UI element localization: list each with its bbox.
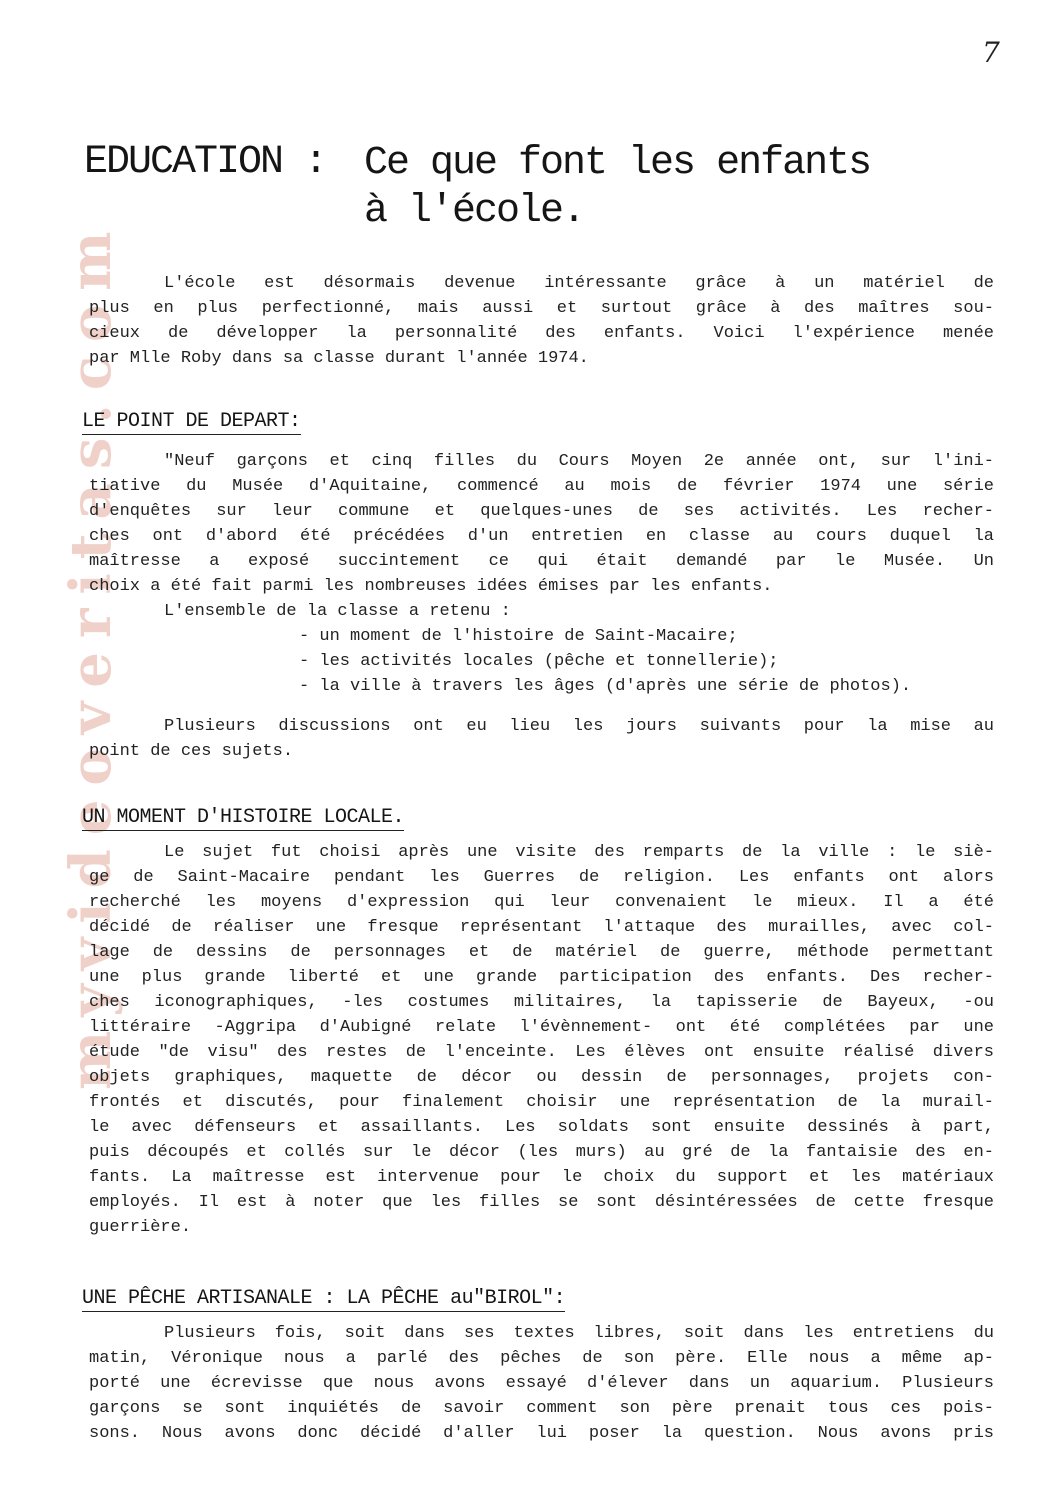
text-line: fants. La maîtresse est intervenue pour le choix du support et les matériaux (89, 1168, 994, 1187)
section2-paragraph (89, 840, 994, 1240)
text-line: sons. Nous avons donc décidé d'aller lui poser la question. Nous avons pris (89, 1424, 994, 1443)
text-line: littéraire -Aggripa d'Aubigné relate l'évènnement- ont été complétées par une (89, 1018, 994, 1037)
section-heading-point-de-depart: LE POINT DE DEPART: (82, 410, 301, 433)
text-line: L'ensemble de la classe a retenu : (164, 602, 511, 621)
text-line: lage de dessins de personnages et de matériel de guerre, méthode permettant (89, 943, 994, 962)
page-title: EDUCATION : (84, 140, 327, 185)
text-line: guerrière. (89, 1218, 192, 1237)
text-line: maîtresse a exposé succintement ce qui était demandé par le Musée. Un (89, 552, 994, 571)
text-line: tiative du Musée d'Aquitaine, commencé au mois de février 1974 une série (89, 477, 994, 496)
text-line: recherché les moyens d'expression qui leur convenaient le mieux. Il a été (89, 893, 994, 912)
text-line: puis découpés et collés sur le décor (les murs) au gré de la fantaisie des en- (89, 1143, 994, 1162)
section1-closing (89, 714, 994, 764)
text-line: plus en plus perfectionné, mais aussi et surtout grâce à des maîtres sou- (89, 299, 994, 318)
list-item: - la ville à travers les âges (d'après une série de photos). (299, 677, 912, 696)
text-line: ches ont d'abord été précédées d'un entretien en classe au cours duquel la (89, 527, 994, 546)
text-line: porté une écrevisse que nous avons essayé d'élever dans un aquarium. Plusieurs (89, 1374, 994, 1393)
text-line: Plusieurs fois, soit dans ses textes libres, soit dans les entretiens du (164, 1324, 994, 1343)
text-line: point de ces sujets. (89, 742, 294, 761)
page-subtitle (364, 140, 870, 236)
text-line: Le sujet fut choisi après une visite des remparts de la ville : le siè- (164, 843, 994, 862)
text-line: Plusieurs discussions ont eu lieu les jours suivants pour la mise au (164, 717, 994, 736)
site-watermark: myvideoveritas.com (58, 217, 124, 1090)
text-line: le avec défenseurs et assaillants. Les soldats sont ensuite dessinés à part, (89, 1118, 994, 1137)
subtitle-line: Ce que font les enfants (364, 141, 871, 186)
page-number: 7 (982, 36, 1000, 69)
subtitle-line: à l'école. (364, 189, 585, 234)
section1-paragraph (89, 449, 994, 699)
text-line: objets graphiques, maquette de décor ou dessin de personnages, projets con- (89, 1068, 994, 1087)
list-item: - un moment de l'histoire de Saint-Macaire; (299, 627, 738, 646)
text-line: ge de Saint-Macaire pendant les Guerres de religion. Les enfants ont alors (89, 868, 994, 887)
list-item: - les activités locales (pêche et tonnellerie); (299, 652, 779, 671)
text-line: "Neuf garçons et cinq filles du Cours Moyen 2e année ont, sur l'ini- (164, 452, 994, 471)
text-line: ches iconographiques, -les costumes militaires, la tapisserie de Bayeux, -ou (89, 993, 994, 1012)
text-line: L'école est désormais devenue intéressante grâce à un matériel de (164, 274, 994, 293)
text-line: étude "de visu" des restes de l'enceinte. Les élèves ont ensuite réalisé divers (89, 1043, 994, 1062)
text-line: garçons se sont inquiétés de savoir comment son père prenait tous ces pois- (89, 1399, 994, 1418)
text-line: cieux de développer la personnalité des enfants. Voici l'expérience menée (89, 324, 994, 343)
section-heading-histoire-locale: UN MOMENT D'HISTOIRE LOCALE. (82, 806, 405, 829)
text-line: matin, Véronique nous a parlé des pêches de son père. Elle nous a même ap- (89, 1349, 994, 1368)
text-line: par Mlle Roby dans sa classe durant l'année 1974. (89, 349, 589, 368)
text-line: frontés et discutés, pour finalement choisir une représentation de la murail- (89, 1093, 994, 1112)
section3-paragraph (89, 1321, 994, 1446)
intro-paragraph (89, 271, 994, 371)
section-heading-peche-artisanale: UNE PÊCHE ARTISANALE : LA PÊCHE au"BIROL": (82, 1287, 566, 1310)
text-line: choix a été fait parmi les nombreuses idées émises par les enfants. (89, 577, 773, 596)
text-line: décidé de réaliser une fresque représentant l'attaque des murailles, avec col- (89, 918, 994, 937)
text-line: d'enquêtes sur leur commune et quelques-unes de ses activités. Les recher- (89, 502, 994, 521)
text-line: employés. Il est à noter que les filles se sont désintéressées de cette fresque (89, 1193, 994, 1212)
text-line: une plus grande liberté et une grande participation des enfants. Des recher- (89, 968, 994, 987)
